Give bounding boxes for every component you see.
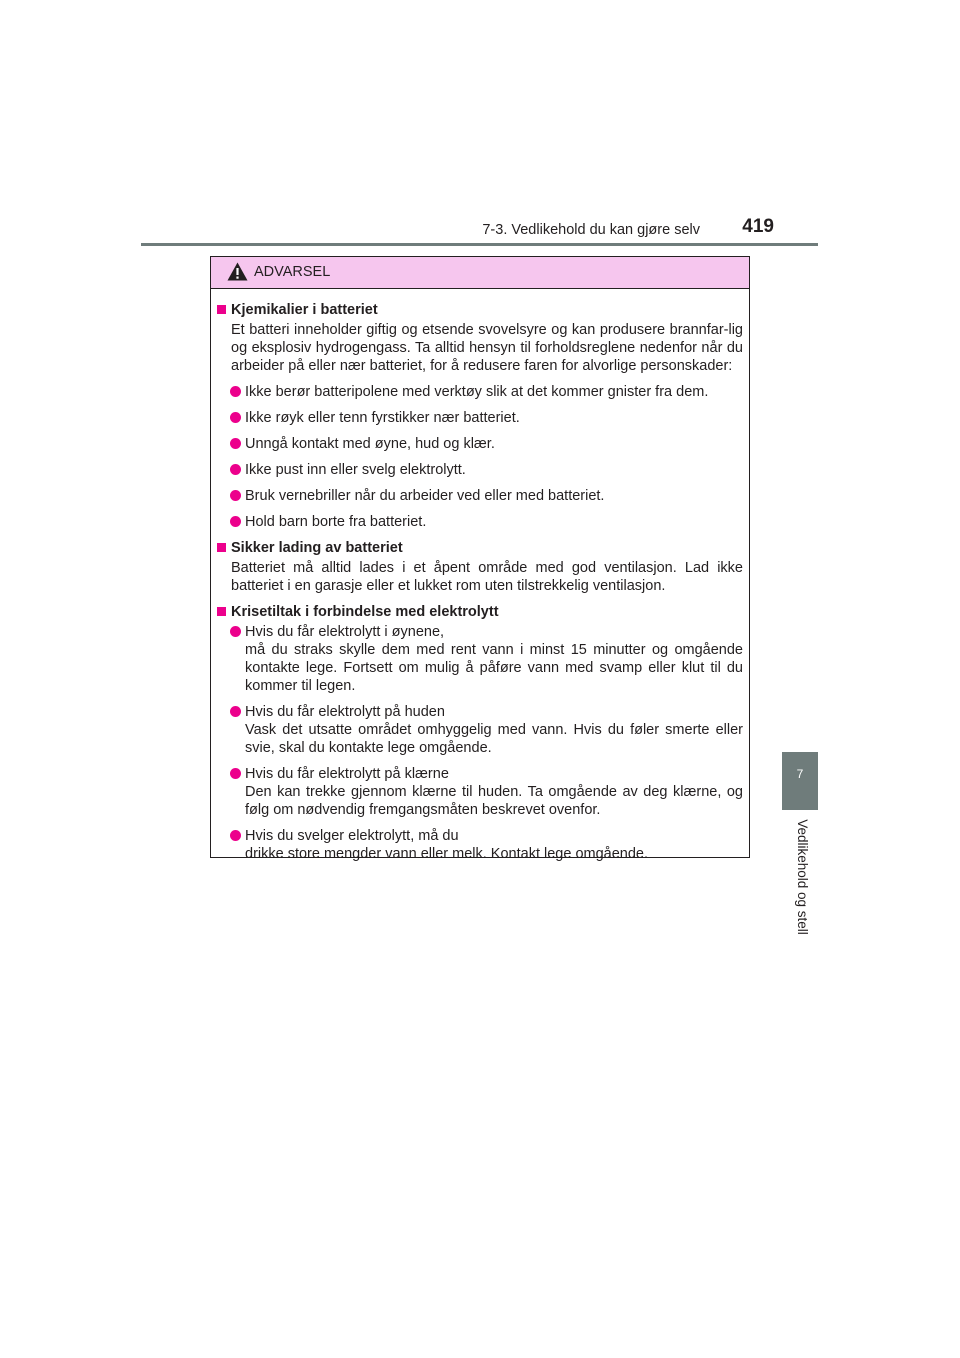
- list-item-line: Vask det utsatte området omhyggelig med vann. Hvis du føler smerte eller svie, skal du kontakte lege omgående.: [245, 722, 743, 756]
- list-item: [230, 435, 743, 453]
- circle-bullet-icon: [230, 706, 241, 717]
- list-item: [230, 487, 743, 505]
- list-item-line: Hvis du svelger elektrolytt, må du: [245, 828, 459, 844]
- square-bullet-icon: [217, 607, 226, 616]
- section-title: 7-3. Vedlikehold du kan gjøre selv: [482, 222, 700, 238]
- section-heading: [217, 603, 743, 621]
- list-item: [230, 383, 743, 401]
- heading-text: Kjemikalier i batteriet: [231, 302, 378, 318]
- section-heading: [217, 539, 743, 557]
- warning-header: [211, 257, 749, 289]
- circle-bullet-icon: [230, 830, 241, 841]
- list-item-line: drikke store mengder vann eller melk. Kontakt lege omgående.: [245, 846, 648, 862]
- warning-box: [210, 256, 750, 862]
- list-item-text: Unngå kontakt med øyne, hud og klær.: [245, 436, 495, 452]
- list-item-line: Hvis du får elektrolytt på klærne: [245, 766, 449, 782]
- header-divider: [141, 243, 818, 246]
- list-item: [230, 409, 743, 427]
- page-number: 419: [742, 216, 774, 237]
- chapter-title: Vedlikehold og stell: [795, 819, 810, 935]
- list-item-text: Ikke røyk eller tenn fyrstikker nær batteriet.: [245, 410, 520, 426]
- circle-bullet-icon: [230, 438, 241, 449]
- list-item-text: [245, 827, 743, 863]
- circle-bullet-icon: [230, 464, 241, 475]
- list-item: [230, 623, 743, 695]
- circle-bullet-icon: [230, 516, 241, 527]
- square-bullet-icon: [217, 305, 226, 314]
- list-item-text: Ikke pust inn eller svelg elektrolytt.: [245, 462, 466, 478]
- list-item-text: [245, 623, 743, 695]
- list-item-line: Den kan trekke gjennom klærne til huden. Ta omgående av deg klærne, og følg om nødvendig fremgangsmåten beskrevet ovenfor.: [245, 784, 743, 818]
- list-item: [230, 765, 743, 819]
- circle-bullet-icon: [230, 412, 241, 423]
- chapter-number: 7: [796, 767, 804, 781]
- list-item-line: Hvis du får elektrolytt i øynene,: [245, 624, 445, 640]
- list-item-text: Bruk vernebriller når du arbeider ved eller med batteriet.: [245, 488, 605, 504]
- list-item: [230, 703, 743, 757]
- circle-bullet-icon: [230, 490, 241, 501]
- warning-triangle-icon: [227, 262, 248, 281]
- circle-bullet-icon: [230, 386, 241, 397]
- square-bullet-icon: [217, 543, 226, 552]
- section-heading: [217, 301, 743, 319]
- circle-bullet-icon: [230, 768, 241, 779]
- list-item: [230, 461, 743, 479]
- list-item-text: [245, 765, 743, 819]
- section-paragraph: Et batteri inneholder giftig og etsende svovelsyre og kan produsere brannfar-lig og eksplosiv hydrogengass. Ta alltid hensyn til forholdsreglene nedenfor når du arbeider på eller nær batteriet, for å redusere faren for alvorlige personskader:: [231, 322, 743, 374]
- list-item-text: Hold barn borte fra batteriet.: [245, 514, 427, 530]
- list-item: [230, 513, 743, 531]
- chapter-tab: [782, 752, 818, 810]
- list-item: [230, 827, 743, 863]
- list-item-text: [245, 703, 743, 757]
- section-paragraph: Batteriet må alltid lades i et åpent område med god ventilasjon. Lad ikke batteriet i en garasje eller et lukket rom uten tilstrekkelig ventilasjon.: [231, 560, 743, 594]
- list-item-line: må du straks skylle dem med rent vann i minst 15 minutter og omgående kontakte lege. Fortsett om mulig å påføre vann med svamp eller klut til du kommer til legen.: [245, 642, 743, 694]
- circle-bullet-icon: [230, 626, 241, 637]
- heading-text: Sikker lading av batteriet: [231, 540, 403, 556]
- warning-body: [211, 289, 749, 863]
- list-item-text: Ikke berør batteripolene med verktøy slik at det kommer gnister fra dem.: [245, 384, 709, 400]
- warning-label: ADVARSEL: [254, 264, 331, 280]
- list-item-line: Hvis du får elektrolytt på huden: [245, 704, 445, 720]
- heading-text: Krisetiltak i forbindelse med elektrolytt: [231, 604, 499, 620]
